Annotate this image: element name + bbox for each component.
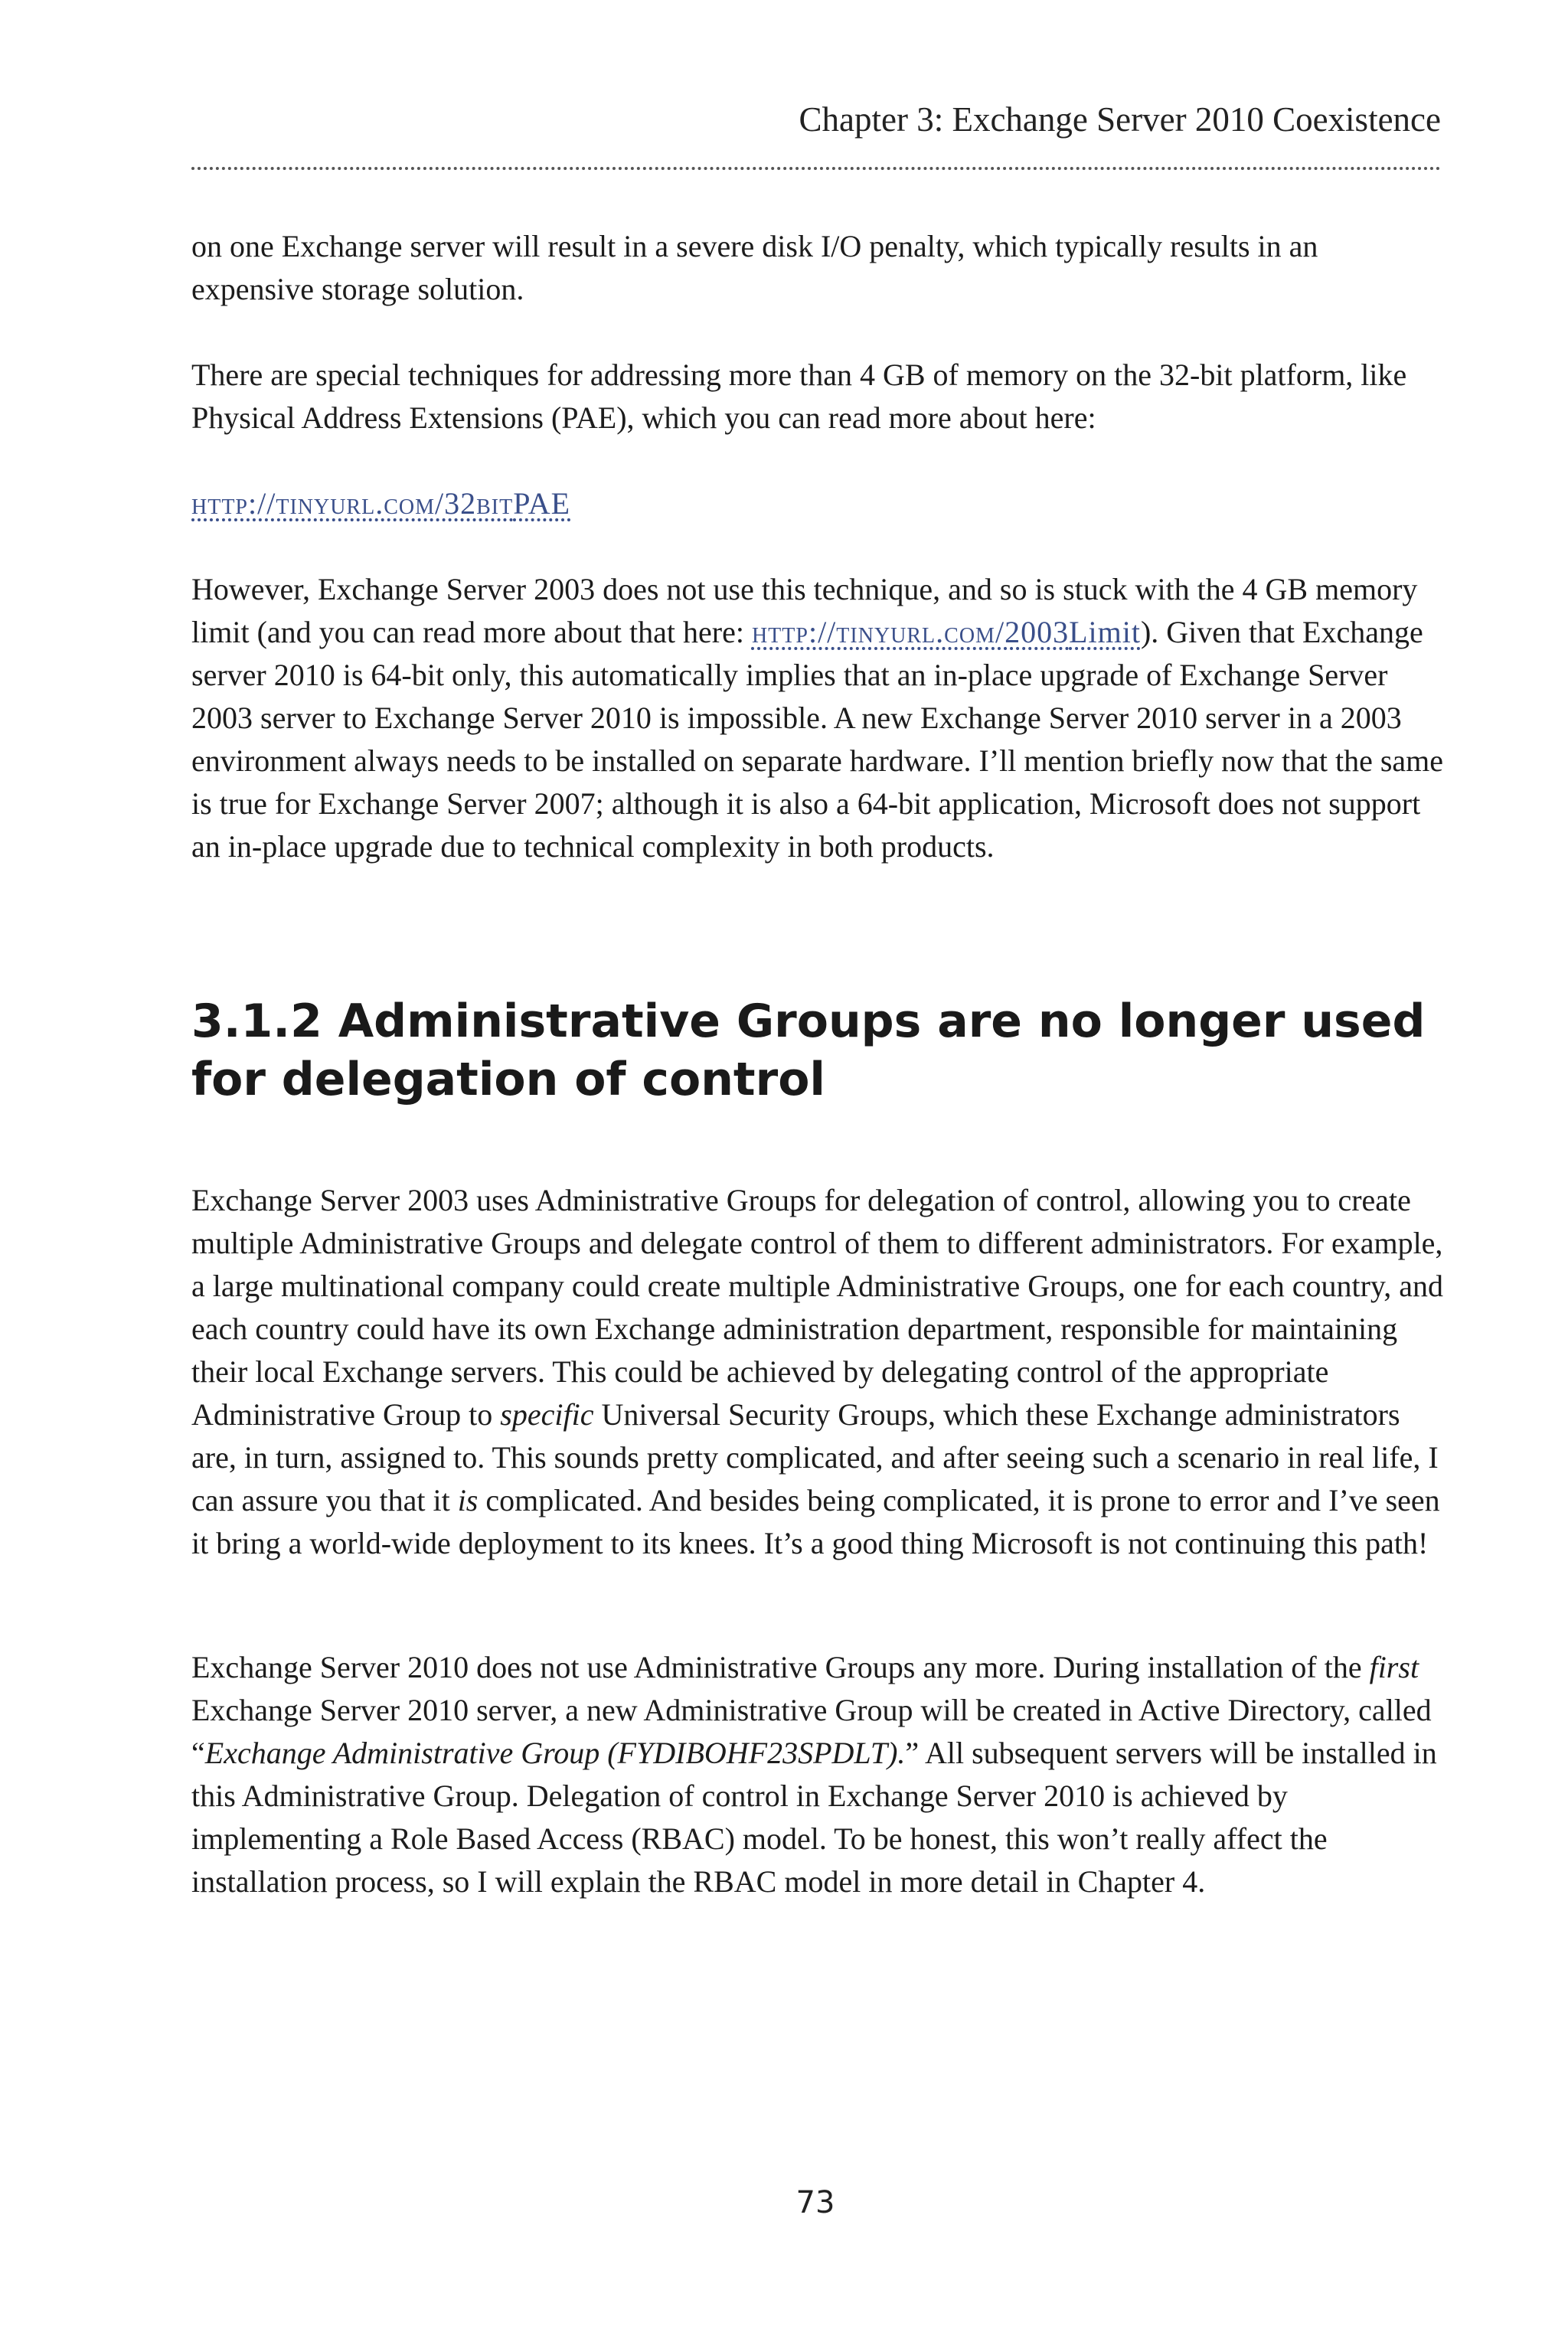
s1-b: Universal Security Groups, which these Exchange administrators are, in turn, assigned to. This sounds pretty complicated, and after seeing such a scenario in real life, I can assure you that it <box>191 1397 1439 1517</box>
s2-emphasis-group-name: Exchange Administrative Group (FYDIBOHF23SPDLT). <box>204 1736 906 1770</box>
link-32bit-pae[interactable] <box>191 486 570 521</box>
running-header: Chapter 3: Exchange Server 2010 Coexistence <box>799 100 1441 139</box>
s2-b: Exchange Server 2010 server, a new Administrative Group will be created in Active Directory, called “ <box>191 1693 1432 1770</box>
paragraph-continued: on one Exchange server will result in a severe disk I/O penalty, which typically results in an expensive storage solution. <box>191 229 1318 306</box>
paragraph-2003-limit <box>191 568 1447 868</box>
s1-a: Exchange Server 2003 uses Administrative Groups for delegation of control, allowing you to create multiple Administrative Groups and delegate control of them to different administrators. For example, a large multinational company could create multiple Administrative Groups, one for each country, and each country could have its own Exchange administration department, responsible for maintaining their local Exchange servers. This could be achieved by delegating control of the appropriate Administrative Group to <box>191 1183 1444 1432</box>
link-2003-limit[interactable] <box>752 615 1141 649</box>
link-2003-limit-text: http://tinyurl.com/2003 <box>751 615 1070 649</box>
section-heading: 3.1.2 Administrative Groups are no longer used for delegation of control <box>191 995 1426 1106</box>
s2-a: Exchange Server 2010 does not use Administrative Groups any more. During installation of the <box>191 1650 1370 1684</box>
link-32bit-pae-suffix: PAE <box>513 486 571 521</box>
p4-after: ). Given that Exchange server 2010 is 64-bit only, this automatically implies that an in-place upgrade of Exchange Server 2003 server to Exchange Server 2010 is impossible. A new Exchange Server 2010 server in a 2003 environment always needs to be installed on separate hardware. I’ll mention briefly now that the same is true for Exchange Server 2007; although it is also a 64-bit application, Microsoft does not support an in-place upgrade due to technical complexity in both products. <box>191 615 1444 864</box>
paragraph-admin-groups <box>191 1179 1447 1565</box>
page-number: 73 <box>795 2185 835 2220</box>
link-paragraph <box>191 482 1447 525</box>
paragraph-pae: There are special techniques for addressing more than 4 GB of memory on the 32-bit platform, like Physical Address Extensions (PAE), which you can read more about here: <box>191 358 1407 435</box>
s1-emphasis-is: is <box>457 1483 479 1517</box>
header-divider <box>191 167 1441 170</box>
s1-emphasis-specific: specific <box>500 1397 594 1432</box>
link-32bit-pae-text: http://tinyurl.com/32bit <box>191 486 514 521</box>
link-2003-limit-suffix: Limit <box>1069 615 1141 649</box>
s2-c: ” All subsequent servers will be installed in this Administrative Group. Delegation of control in Exchange Server 2010 is achieved by implementing a Role Based Access (RBAC) model. To be honest, this won’t really affect the installation process, so I will explain the RBAC model in more detail in Chapter 4. <box>191 1736 1437 1899</box>
s1-c: complicated. And besides being complicated, it is prone to error and I’ve seen it bring a world-wide deployment to its knees. It’s a good thing Microsoft is not continuing this path! <box>191 1483 1440 1560</box>
s2-emphasis-first: first <box>1369 1650 1419 1684</box>
p4-before: However, Exchange Server 2003 does not use this technique, and so is stuck with the 4 GB memory limit (and you can read more about that here: <box>191 572 1418 649</box>
paragraph-exchange-2010 <box>191 1646 1447 1903</box>
